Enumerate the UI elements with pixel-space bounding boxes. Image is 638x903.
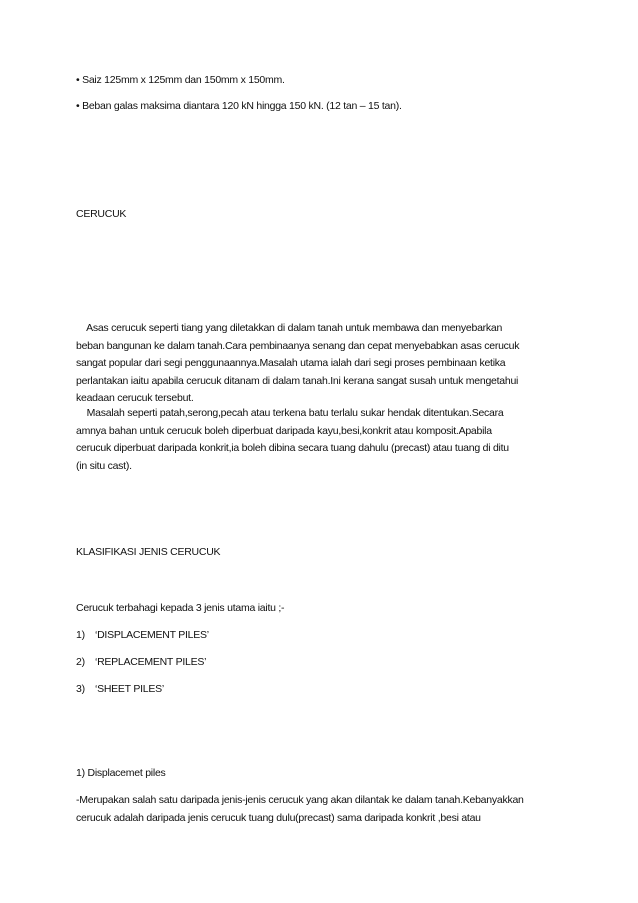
list-label: ‘DISPLACEMENT PILES’: [95, 629, 209, 641]
subheading-displacement: 1) Displacemet piles: [76, 767, 166, 779]
paragraph-line: perlantakan iaitu apabila cerucuk ditanam di dalam tanah.Ini kerana sangat susah untuk mengetahui: [76, 374, 519, 387]
paragraph-asas-cerucuk: [76, 320, 566, 408]
list-item-displacement: [76, 627, 566, 645]
bullet-size: • Saiz 125mm x 125mm dan 150mm x 150mm.: [76, 74, 285, 86]
heading-klasifikasi: KLASIFIKASI JENIS CERUCUK: [76, 546, 221, 558]
paragraph-line: (in situ cast).: [76, 459, 132, 472]
list-number: 1): [76, 629, 85, 641]
list-label: ‘SHEET PILES’: [95, 683, 164, 695]
paragraph-line: sangat popular dari segi penggunaannya.Masalah utama ialah dari segi proses pembinaan ketika: [76, 357, 506, 369]
paragraph-line: cerucuk diperbuat daripada konkrit,ia boleh dibina secara tuang dahulu (precast) atau tuang di ditu: [76, 442, 509, 454]
list-item-replacement: [76, 654, 566, 672]
paragraph-line: Asas cerucuk seperti tiang yang diletakkan di dalam tanah untuk membawa dan menyebarkan: [76, 322, 503, 334]
types-intro: Cerucuk terbahagi kepada 3 jenis utama iaitu ;-: [76, 602, 285, 614]
paragraph-line: beban bangunan ke dalam tanah.Cara pembinaanya senang dan cepat menyebabkan asas cerucuk: [76, 339, 520, 352]
paragraph-line: keadaan cerucuk tersebut.: [76, 392, 194, 404]
bullet-load: • Beban galas maksima diantara 120 kN hingga 150 kN. (12 tan – 15 tan).: [76, 100, 402, 112]
paragraph-line: cerucuk adalah daripada jenis cerucuk tuang dulu(precast) sama daripada konkrit ,besi atau: [76, 811, 481, 824]
list-item-sheet: [76, 681, 566, 699]
paragraph-line: -Merupakan salah satu daripada jenis-jenis cerucuk yang akan dilantak ke dalam tanah.Kebanyakkan: [76, 794, 524, 806]
list-number: 2): [76, 656, 85, 668]
paragraph-line: Masalah seperti patah,serong,pecah atau terkena batu terlalu sukar hendak ditentukan.Secara: [76, 407, 504, 419]
list-number: 3): [76, 683, 85, 695]
list-label: ‘REPLACEMENT PILES’: [95, 656, 207, 668]
heading-cerucuk: CERUCUK: [76, 208, 127, 220]
paragraph-displacement: [76, 792, 566, 827]
paragraph-masalah: [76, 405, 566, 475]
paragraph-line: amnya bahan untuk cerucuk boleh diperbuat daripada kayu,besi,konkrit atau komposit.Apabila: [76, 424, 492, 437]
